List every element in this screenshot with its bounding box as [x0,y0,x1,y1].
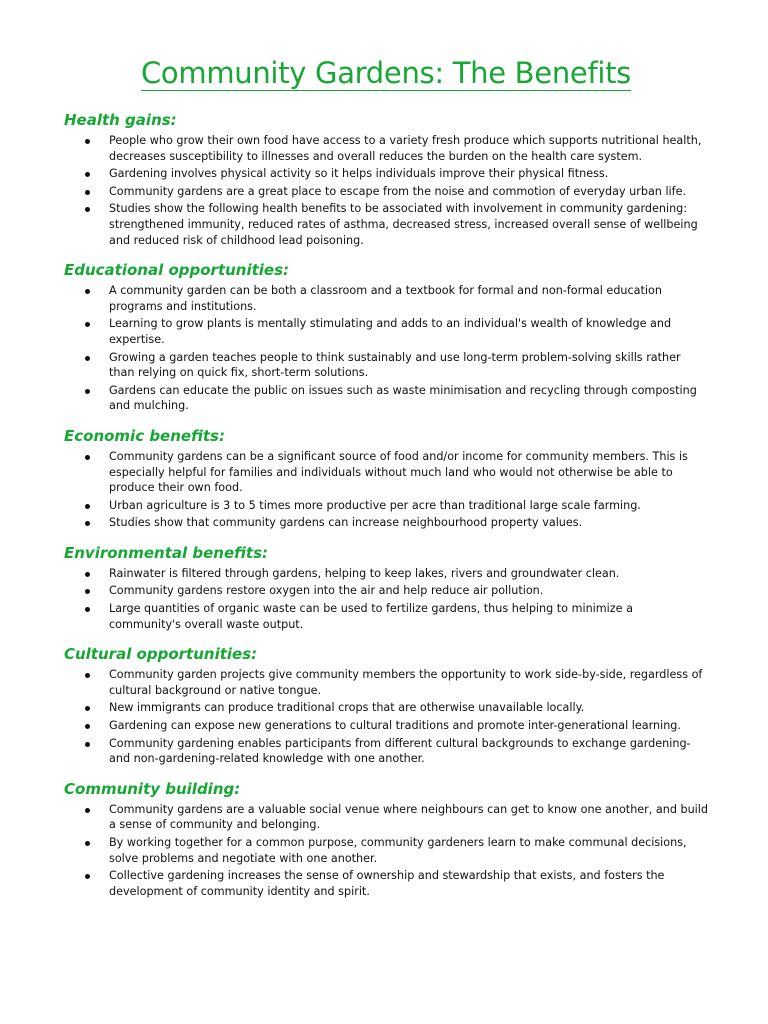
section [64,111,708,248]
bullet-icon [85,504,90,509]
bullet-icon [85,841,90,846]
section-heading: Educational opportunities: [64,261,290,280]
list-item [64,515,708,531]
list-item [64,201,708,248]
bullet-icon [85,808,90,813]
bullet-icon [85,572,90,577]
bullet-list [64,133,708,248]
bullet-icon [85,322,90,327]
list-item-text: Learning to grow plants is mentally stimulating and adds to an individual's wealth of knowledge and expertise. [109,317,672,346]
bullet-icon [85,190,90,195]
section-heading: Cultural opportunities: [64,645,258,664]
list-item [64,700,708,716]
list-item-text: By working together for a common purpose, community gardeners learn to make communal decisions, solve problems and negotiate with one another. [109,836,687,865]
bullet-icon [85,607,90,612]
list-item [64,350,708,381]
list-item [64,802,708,833]
section-heading: Economic benefits: [64,426,225,445]
list-item [64,835,708,866]
list-item-text: Gardening involves physical activity so it helps individuals improve their physical fitness. [109,167,609,181]
list-item [64,498,708,514]
bullet-icon [85,706,90,711]
list-item [64,566,708,582]
bullet-icon [85,455,90,460]
section [64,261,708,414]
list-item [64,736,708,767]
bullet-icon [85,742,90,747]
list-item [64,316,708,347]
section [64,544,708,632]
bullet-list [64,566,708,632]
section [64,427,708,531]
bullet-icon [85,207,90,212]
bullet-icon [85,673,90,678]
list-item-text: Rainwater is filtered through gardens, helping to keep lakes, rivers and groundwater clean. [109,566,620,580]
list-item [64,667,708,698]
list-item [64,184,708,200]
bullet-icon [85,521,90,526]
list-item-text: Growing a garden teaches people to think sustainably and use long-term problem-solving skills rather than relying on quick fix, short-term solutions. [109,350,681,380]
list-item [64,868,708,899]
bullet-icon [85,724,90,729]
list-item-text: Community gardens can be a significant source of food and/or income for community members. This is especially helpful for families and individuals without much land who would not otherwise be able to produce their own food. [109,449,688,495]
list-item [64,718,708,734]
page-title: Community Gardens: The Benefits [140,56,631,90]
bullet-icon [85,289,90,294]
bullet-icon [85,172,90,177]
list-item [64,166,708,182]
bullet-icon [85,139,90,144]
list-item-text: Studies show the following health benefits to be associated with involvement in community gardening: strengthened immunity, reduced rates of asthma, decreased stress, increased overall sense of wellbeing and reduced risk of childhood lead poisoning. [109,202,698,247]
list-item [64,601,708,632]
section-heading: Health gains: [64,111,177,129]
list-item-text: Community gardens restore oxygen into the air and help reduce air pollution. [109,584,544,598]
section-heading: Community building: [64,779,241,798]
list-item-text: Large quantities of organic waste can be used to fertilize gardens, thus helping to minimize a community's overall waste output. [109,602,633,631]
bullet-list [64,449,708,531]
list-item-text: Community gardens are a valuable social venue where neighbours can get to know one another, and build a sense of community and belonging. [109,802,708,832]
bullet-icon [85,389,90,394]
bullet-icon [85,356,90,361]
page-title-wrapper [64,56,708,91]
bullet-list [64,667,708,767]
section [64,780,708,900]
list-item-text: A community garden can be both a classroom and a textbook for formal and non-formal education programs and institutions. [109,284,662,313]
list-item-text: Collective gardening increases the sense of ownership and stewardship that exists, and fosters the development of community identity and spirit. [109,869,665,898]
bullet-icon [85,589,90,594]
list-item [64,449,708,496]
list-item-text: Studies show that community gardens can increase neighbourhood property values. [109,516,583,530]
sections-container [64,111,708,899]
list-item-text: Community gardens are a great place to escape from the noise and commotion of everyday urban life. [109,184,687,198]
list-item [64,383,708,414]
list-item-text: Community gardening enables participants from different cultural backgrounds to exchange gardening- and non-gardening-related knowledge with one another. [109,736,691,766]
list-item-text: Urban agriculture is 3 to 5 times more productive per acre than traditional large scale farming. [109,498,641,512]
list-item [64,133,708,164]
list-item-text: Community garden projects give community members the opportunity to work side-by-side, regardless of cultural background or native tongue. [109,668,703,697]
bullet-icon [85,874,90,879]
section-heading: Environmental benefits: [64,543,269,562]
list-item [64,583,708,599]
list-item-text: New immigrants can produce traditional crops that are otherwise unavailable locally. [109,701,585,715]
list-item-text: Gardens can educate the public on issues such as waste minimisation and recycling through composting and mulching. [109,383,697,413]
list-item-text: People who grow their own food have access to a variety fresh produce which supports nutritional health, decreases susceptibility to illnesses and overall reduces the burden on the health care system. [109,134,702,163]
section [64,645,708,767]
bullet-list [64,283,708,414]
list-item-text: Gardening can expose new generations to cultural traditions and promote inter-generational learning. [109,719,681,733]
list-item [64,283,708,314]
bullet-list [64,802,708,900]
